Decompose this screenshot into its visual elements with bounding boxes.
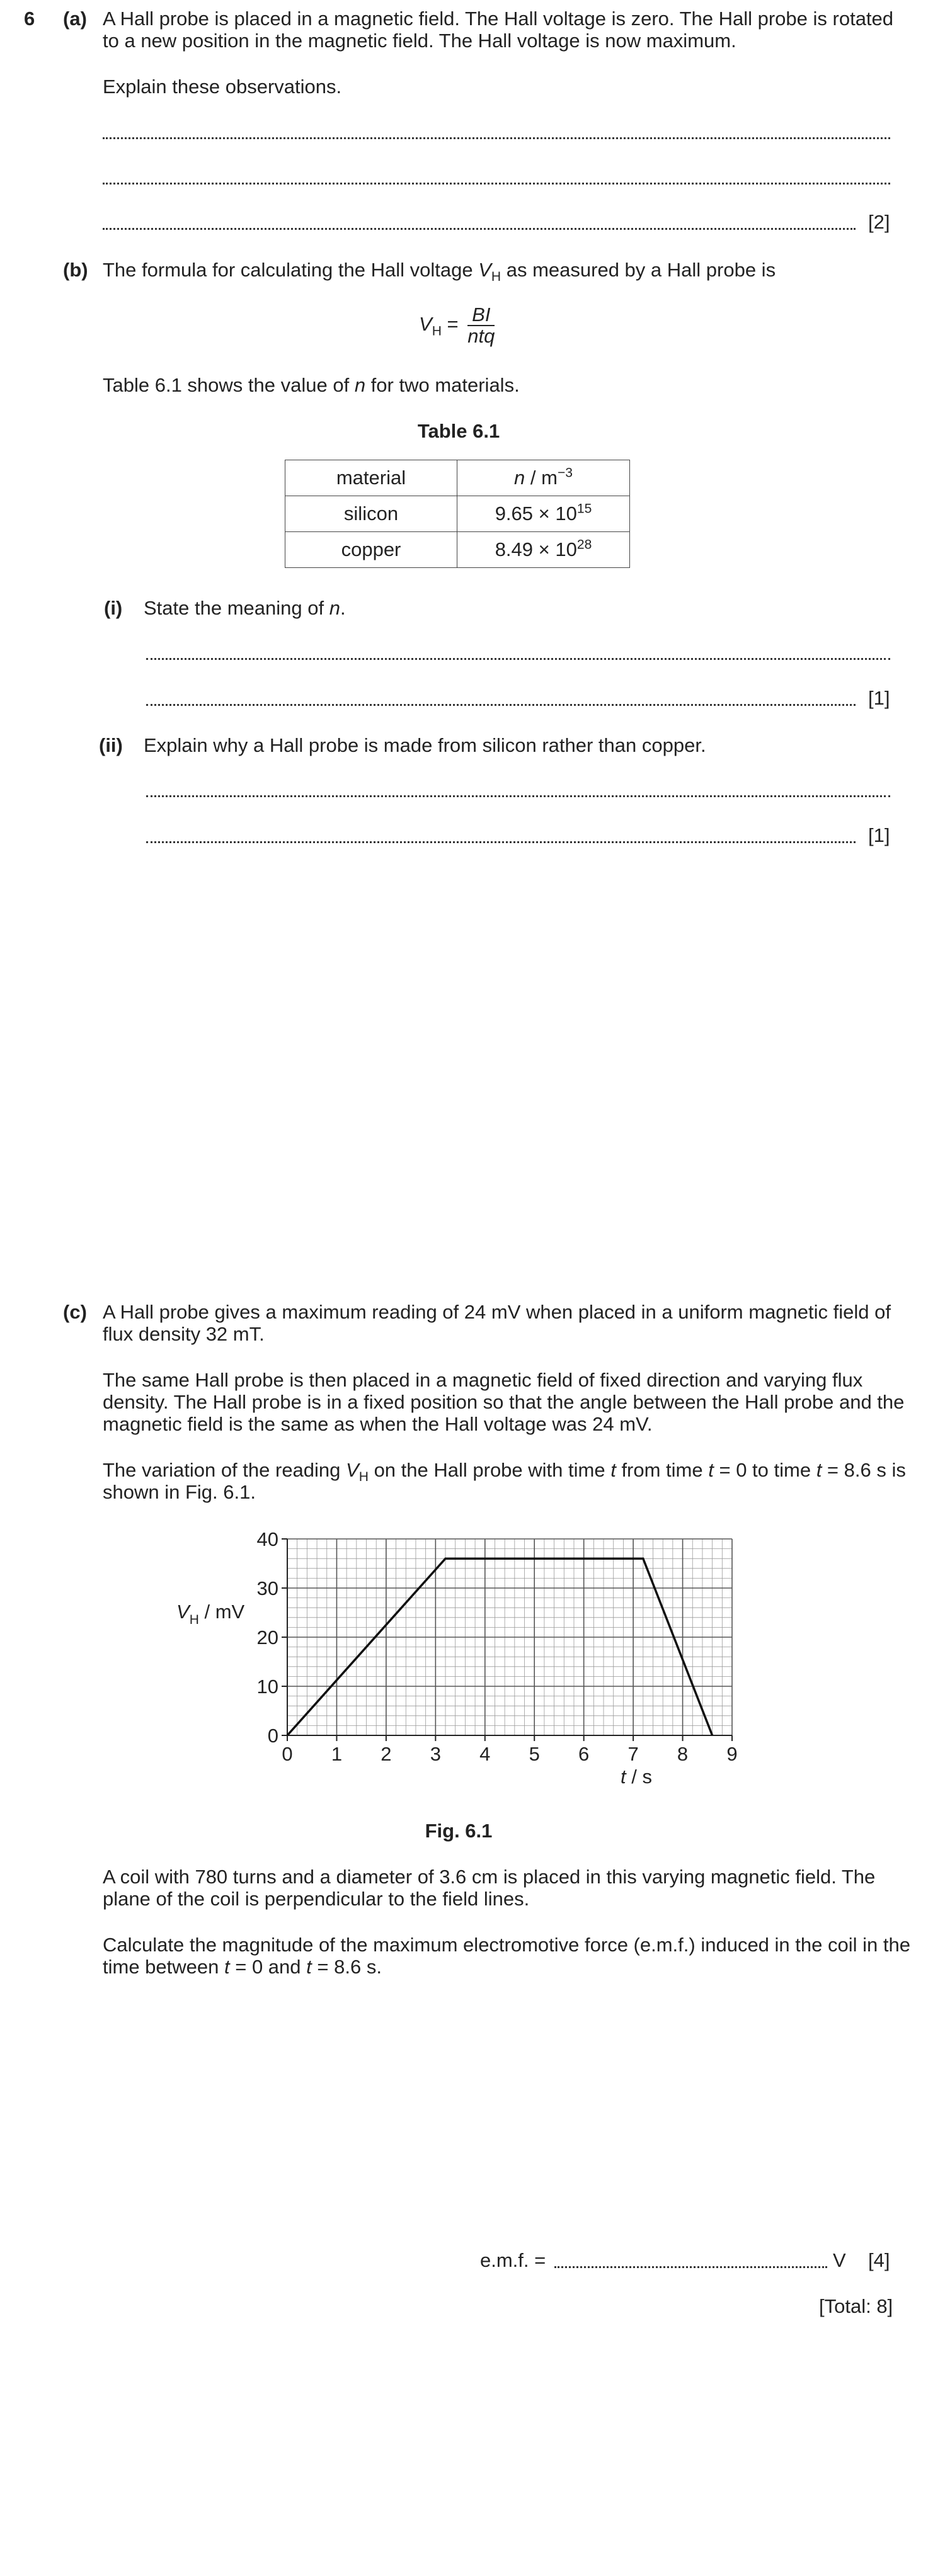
table-row: [285, 532, 630, 568]
part-c-p2-line1: The same Hall probe is then placed in a magnetic field of fixed direction and varying flux: [103, 1369, 863, 1391]
value-cell: $8.49 \times 10^{28}$: [457, 532, 630, 568]
x-tick-label: 1: [331, 1743, 343, 1765]
total-marks: [Total: 8]: [819, 2295, 893, 2317]
x-axis-label: t / s: [621, 1766, 652, 1788]
part-a-text-line2: to a new position in the magnetic field. The Hall voltage is now maximum.: [103, 30, 736, 52]
question-number: 6: [24, 8, 35, 30]
part-b-i-marks: [1]: [868, 687, 890, 709]
part-b-ii-text: Explain why a Hall probe is made from silicon rather than copper.: [144, 734, 706, 756]
y-axis-label: $V_H$ / mV: [176, 1601, 245, 1627]
part-b-i-label: (i): [104, 597, 123, 619]
x-tick-label: 2: [381, 1743, 392, 1765]
emf-unit: V: [833, 2249, 846, 2271]
part-a-instruction: Explain these observations.: [103, 76, 342, 98]
hall-voltage-graph: [158, 1524, 762, 1801]
y-tick-label: 20: [256, 1626, 278, 1648]
x-tick-label: 8: [677, 1743, 689, 1765]
y-tick-label: 30: [256, 1577, 278, 1599]
material-table: [285, 460, 630, 568]
x-tick-label: 9: [726, 1743, 738, 1765]
value-cell: $9.65 \times 10^{15}$: [457, 496, 630, 532]
answer-line[interactable]: [146, 795, 890, 797]
x-tick-label: 6: [578, 1743, 590, 1765]
part-b-intro: The formula for calculating the Hall voltage $V_H$ as measured by a Hall probe is: [103, 259, 776, 285]
part-c-p4-line2: plane of the coil is perpendicular to the field lines.: [103, 1888, 530, 1910]
x-tick-label: 5: [529, 1743, 540, 1765]
part-c-label: (c): [63, 1301, 87, 1323]
part-b-label: (b): [63, 259, 88, 281]
answer-line[interactable]: [103, 228, 856, 230]
part-c-marks: [4]: [868, 2249, 890, 2271]
part-c-p3-line2: shown in Fig. 6.1.: [103, 1481, 256, 1503]
x-tick-label: 0: [282, 1743, 293, 1765]
emf-answer-line[interactable]: [554, 2266, 827, 2268]
x-tick-label: 4: [479, 1743, 491, 1765]
answer-line[interactable]: [103, 137, 890, 139]
answer-line[interactable]: [103, 183, 890, 184]
table-intro: Table 6.1 shows the value of n for two materials.: [103, 374, 520, 396]
answer-line[interactable]: [146, 704, 856, 706]
y-tick-label: 10: [256, 1676, 278, 1698]
part-c-p2-line3: magnetic field is the same as when the Hall voltage was 24 mV.: [103, 1413, 653, 1435]
part-b-ii-label: (ii): [99, 734, 123, 756]
part-c-p1-line1: A Hall probe gives a maximum reading of 24 mV when placed in a uniform magnetic field of: [103, 1301, 891, 1323]
part-b-ii-marks: [1]: [868, 824, 890, 846]
table-header-row: [285, 460, 630, 496]
x-tick-label: 7: [627, 1743, 639, 1765]
part-a-text-line1: A Hall probe is placed in a magnetic field. The Hall voltage is zero. The Hall probe is rotated: [103, 8, 894, 30]
part-c-p4-line1: A coil with 780 turns and a diameter of 3.6 cm is placed in this varying magnetic field. The: [103, 1866, 876, 1888]
answer-line[interactable]: [146, 841, 856, 843]
material-cell: silicon: [285, 496, 457, 532]
y-tick-label: 0: [267, 1725, 278, 1747]
part-a-label: (a): [63, 8, 87, 30]
header-unit: n / $m^{-3}$: [457, 460, 630, 496]
figure-caption: Fig. 6.1: [425, 1820, 493, 1842]
emf-label: e.m.f. =: [480, 2249, 546, 2271]
part-b-i-text: State the meaning of n.: [144, 597, 346, 619]
part-c-p1-line2: flux density 32 mT.: [103, 1323, 265, 1345]
answer-line[interactable]: [146, 658, 890, 660]
x-tick-label: 3: [430, 1743, 441, 1765]
hall-voltage-formula: $V_H$ = BI ntq: [419, 304, 495, 347]
part-c-p3-line1: The variation of the reading $V_H$ on the Hall probe with time t from time t = 0 to time t = 8.6 s is: [103, 1459, 906, 1485]
part-c-p2-line2: density. The Hall probe is in a fixed position so that the angle between the Hall probe and the: [103, 1391, 905, 1413]
table-row: [285, 496, 630, 532]
table-title: Table 6.1: [417, 420, 500, 442]
header-material: material: [285, 460, 457, 496]
part-c-p5-line2: time between t = 0 and t = 8.6 s.: [103, 1956, 382, 1978]
part-a-marks: [2]: [868, 211, 890, 233]
part-c-p5-line1: Calculate the magnitude of the maximum electromotive force (e.m.f.) induced in the coil in the: [103, 1934, 910, 1956]
material-cell: copper: [285, 532, 457, 568]
y-tick-label: 40: [256, 1528, 278, 1550]
